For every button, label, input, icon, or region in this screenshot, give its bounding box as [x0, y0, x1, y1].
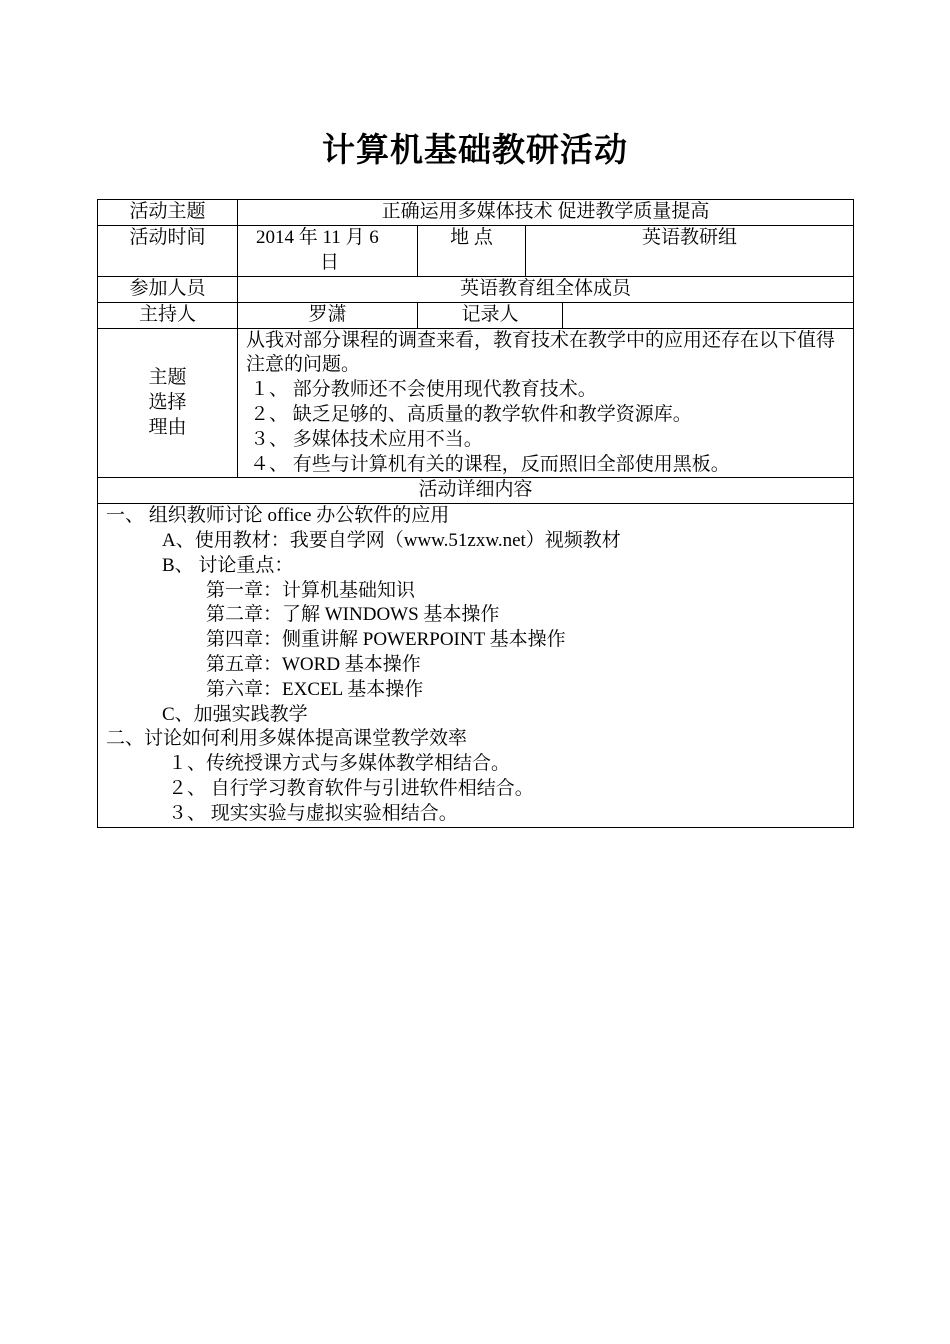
row-host	[98, 302, 854, 328]
row-detail-heading	[98, 478, 854, 504]
reason-label	[98, 328, 238, 478]
activity-table	[97, 199, 854, 828]
reason-label-line: 选择	[148, 392, 187, 414]
detail-chapter: 第一章：计算机基础知识	[206, 579, 416, 601]
detail-heading: 活动详细内容	[98, 478, 854, 504]
detail-chapter: 第五章：WORD 基本操作	[206, 653, 421, 675]
detail-line: １、传统授课方式与多媒体教学相结合。	[168, 753, 511, 775]
detail-line: ３、 现实实验与虚拟实验相结合。	[168, 802, 458, 824]
time-value-line1: 2014 年 11 月 6	[256, 227, 379, 248]
row-reason	[98, 328, 854, 478]
detail-line: A、使用教材：我要自学网（www.51zxw.net）视频教材	[162, 529, 621, 551]
document-title: 计算机基础教研活动	[322, 130, 628, 169]
recorder-label: 记录人	[418, 302, 563, 328]
place-label: 地 点	[418, 226, 526, 277]
place-value: 英语教研组	[526, 226, 854, 277]
detail-chapter: 第六章：EXCEL 基本操作	[206, 678, 424, 700]
reason-item: １、 部分教师还不会使用现代教育技术。	[250, 379, 597, 401]
host-value: 罗潇	[238, 302, 418, 328]
row-participants	[98, 276, 854, 302]
detail-line: C、加强实践教学	[162, 703, 308, 725]
host-label: 主持人	[98, 302, 238, 328]
reason-label-line: 主题	[148, 367, 187, 389]
detail-content	[98, 504, 854, 827]
reason-item: ２、 缺乏足够的、高质量的教学软件和教学资源库。	[250, 403, 692, 425]
participants-value: 英语教育组全体成员	[238, 276, 854, 302]
reason-label-line: 理由	[148, 417, 187, 439]
reason-item: ３、 多媒体技术应用不当。	[250, 428, 483, 450]
reason-content	[238, 328, 854, 478]
row-theme	[98, 200, 854, 226]
detail-chapter: 第四章：侧重讲解 POWERPOINT 基本操作	[206, 629, 566, 651]
row-time	[98, 226, 854, 277]
theme-value: 正确运用多媒体技术 促进教学质量提高	[238, 200, 854, 226]
time-value	[238, 226, 418, 277]
time-value-line2: 日	[320, 251, 340, 273]
detail-chapter: 第二章：了解 WINDOWS 基本操作	[206, 604, 500, 626]
detail-line: B、 讨论重点：	[162, 554, 294, 576]
detail-section-2: 二、讨论如何利用多媒体提高课堂教学效率	[106, 728, 468, 750]
recorder-value	[563, 302, 854, 328]
detail-section-1: 一、 组织教师讨论 office 办公软件的应用	[106, 505, 450, 527]
reason-intro: 从我对部分课程的调查来看，教育技术在教学中的应用还存在以下值得注意的问题。	[246, 329, 836, 376]
participants-label: 参加人员	[98, 276, 238, 302]
time-label: 活动时间	[98, 226, 238, 277]
detail-line: ２、 自行学习教育软件与引进软件相结合。	[168, 777, 534, 799]
row-detail	[98, 504, 854, 827]
reason-item: ４、 有些与计算机有关的课程，反而照旧全部使用黑板。	[250, 453, 730, 475]
theme-label: 活动主题	[98, 200, 238, 226]
